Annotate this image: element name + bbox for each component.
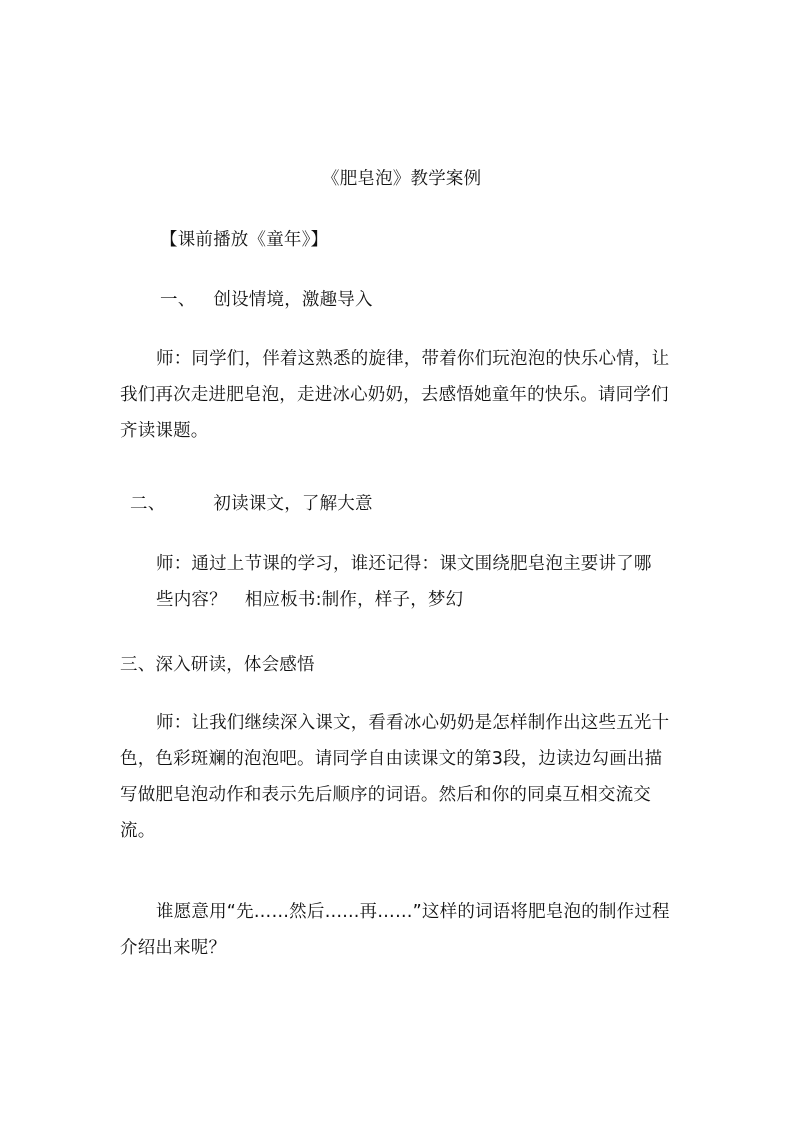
paragraph-review-question: 些内容？ — [156, 590, 227, 610]
paragraph-reading: 师：让我们继续深入课文，看看冰心奶奶是怎样制作出这些五光十色，色彩斑斓的泡泡吧。请同学自由读课文的第3段，边读边勾画出描写做肥皂泡动作和表示先后顺序的词语。然后和你的同桌互相交流交流。 — [120, 713, 670, 841]
paragraph-question: 谁愿意用“先……然后…...再……”这样的词语将肥皂泡的制作过程介绍出来呢？ — [120, 902, 670, 958]
section-1-number: 一、 — [160, 290, 196, 310]
paragraph-review — [120, 546, 680, 618]
paragraph-review-line2 — [120, 582, 680, 618]
section-1-heading — [160, 288, 373, 312]
pre-class-note: 【课前播放《童年》】 — [160, 230, 329, 250]
section-1-title: 创设情境，激趣导入 — [213, 290, 373, 310]
paragraph-review-line1: 师：通过上节课的学习，谁还记得：课文围绕肥皂泡主要讲了哪 — [156, 554, 652, 574]
document-title: 《肥皂泡》教学案例 — [322, 169, 482, 189]
paragraph-intro: 师：同学们，伴着这熟悉的旋律，带着你们玩泡泡的快乐心情，让我们再次走进肥皂泡，走进冰心奶奶，去感悟她童年的快乐。请同学们齐读课题。 — [120, 349, 670, 441]
section-2-title: 初读课文，了解大意 — [213, 494, 373, 514]
section-3-heading: 三、深入研读，体会感悟 — [120, 655, 315, 675]
section-2-number: 二、 — [130, 494, 166, 514]
paragraph-review-board: 相应板书:制作，样子，梦幻 — [244, 590, 464, 610]
section-2-heading — [130, 492, 373, 516]
